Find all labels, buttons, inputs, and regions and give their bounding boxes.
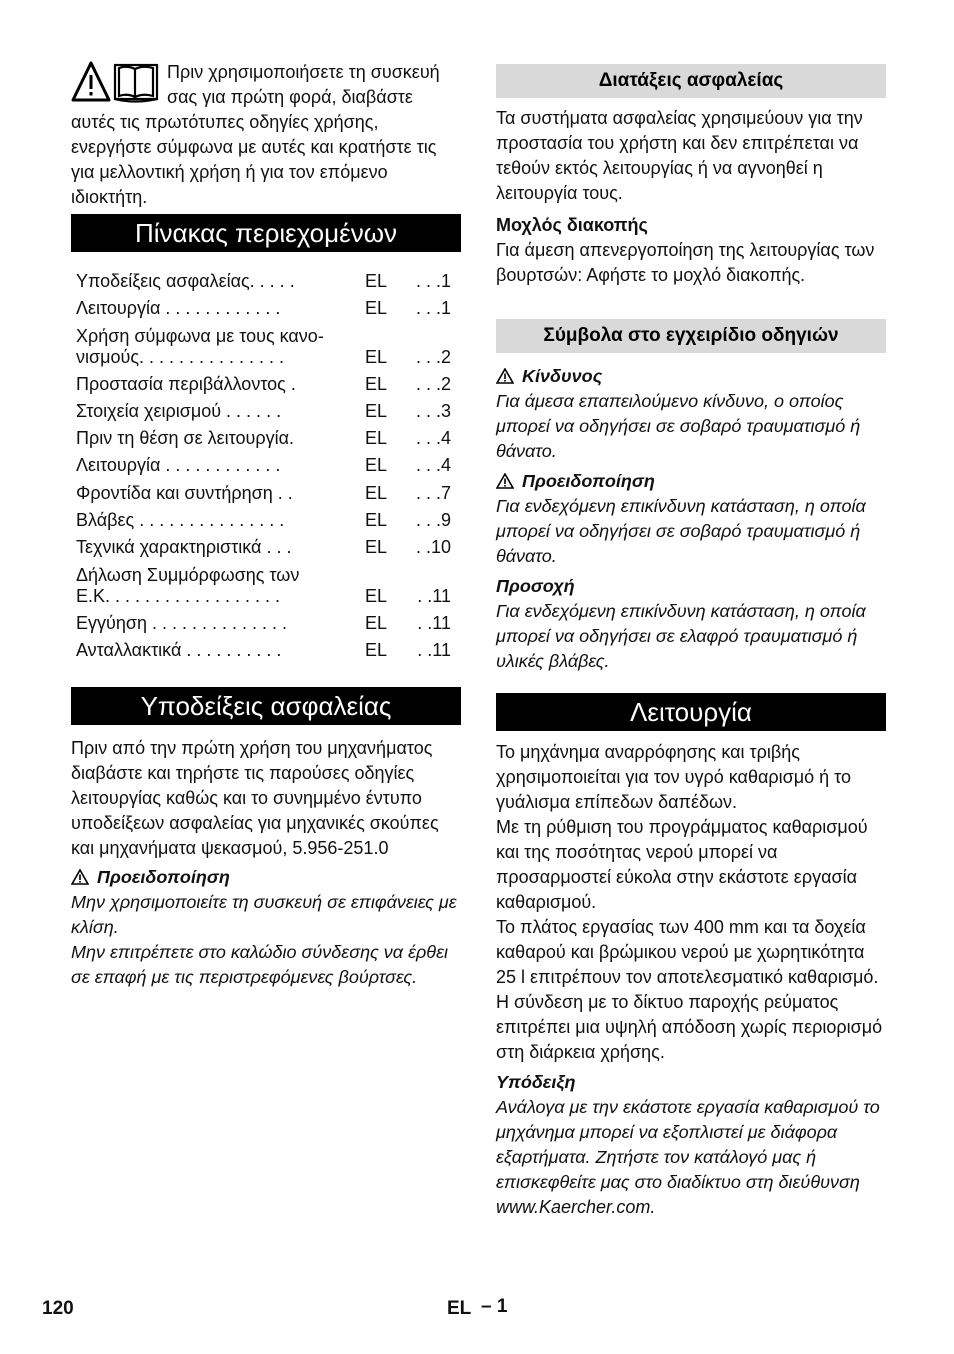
note-text: Ανάλογα με την εκάστοτε εργασία καθαρισμού το μηχάνημα μπορεί να εξοπλιστεί με διάφορα εξαρτήματα. Ζητήστε τον κατάλογό μας ή επισκεφθείτε μας στο διαδίκτυο στη διεύθυνση www.Kaercher.com. — [496, 1097, 880, 1217]
intro-block — [71, 60, 461, 210]
toc-entry-page: . . .7 — [415, 482, 451, 503]
symbols-title: Σύμβολα στο εγχειρίδιο οδηγιών — [496, 319, 886, 353]
toc-row — [71, 452, 461, 479]
toc-entry-title: Φροντίδα και συντήρηση . . — [76, 482, 293, 503]
toc-entry-page: . . .4 — [415, 455, 451, 476]
safety-section — [71, 736, 461, 990]
toc-title: Πίνακας περιεχομένων — [71, 214, 461, 252]
toc-row — [71, 295, 461, 322]
toc-entry-page: . . .1 — [415, 271, 451, 291]
table-of-contents — [71, 268, 461, 664]
lever-text: Για άμεση απενεργοποίηση της λειτουργίας των βουρτσών: Αφήστε το μοχλό διακοπής. — [496, 240, 875, 285]
toc-entry-page: . . .1 — [415, 298, 451, 319]
safety-devices-title: Διατάξεις ασφαλείας — [496, 64, 886, 98]
toc-entry-title: Πριν τη θέση σε λειτουργία. — [76, 428, 295, 449]
toc-entry-lang: EL — [365, 428, 388, 449]
note-heading: Υπόδειξη — [496, 1072, 576, 1092]
toc-row — [71, 480, 461, 507]
operation-p2: Με τη ρύθμιση του προγράμματος καθαρισμού και της ποσότητας νερού μπορεί να προσαρμοστεί εύκολα στην εκάστοτε εργασία καθαρισμού. — [496, 817, 868, 912]
toc-entry-title-line1: Χρήση σύμφωνα με τους κανο- — [76, 325, 324, 346]
safety-title: Υποδείξεις ασφαλείας — [71, 687, 461, 725]
warning-triangle-icon — [73, 63, 109, 100]
danger-heading — [496, 364, 886, 389]
toc-row — [71, 371, 461, 398]
toc-entry-page: . . .9 — [415, 510, 451, 531]
toc-entry-page: . . .2 — [415, 373, 451, 394]
warning-icon — [71, 869, 89, 885]
warning-icon — [496, 368, 514, 384]
toc-entry-lang: EL — [365, 298, 388, 319]
toc-entry-page: . . .4 — [415, 428, 451, 449]
toc-entry-title: Εγγύηση . . . . . . . . . . . . . . — [76, 612, 288, 633]
safety-devices-text: Τα συστήματα ασφαλείας χρησιμεύουν για την προστασία του χρήστη και δεν επιτρέπεται να τεθούν εκτός λειτουργίας ή να αγνοηθεί η λειτουργία τους. — [496, 108, 863, 203]
toc-entry-title: Ανταλλακτικά . . . . . . . . . . — [76, 639, 282, 660]
page-number: 120 — [42, 1298, 74, 1319]
toc-entry-lang: EL — [365, 537, 388, 558]
caution-text: Για ενδεχόμενη επικίνδυνη κατάσταση, η οποία μπορεί να οδηγήσει σε ελαφρό τραυματισμό ή υλικές βλάβες. — [496, 601, 866, 671]
toc-row — [71, 398, 461, 425]
toc-entry-title: Βλάβες . . . . . . . . . . . . . . . — [76, 510, 285, 531]
toc-row — [71, 323, 461, 371]
safety-warning-heading — [71, 865, 461, 890]
intro-text: Πριν χρησιμοποιήσετε τη συσκευή σας για πρώτη φορά, διαβάστε αυτές τις πρωτότυπες οδηγίες χρήσης, ενεργήστε σύμφωνα με αυτές και κρατήστε τις για μελλοντική χρήση ή για τον επόμενο ιδιοκτήτη. — [71, 62, 440, 207]
toc-entry-page: . .11 — [417, 585, 451, 606]
danger-label: Κίνδυνος — [522, 366, 603, 386]
danger-text: Για άμεσα επαπειλούμενο κίνδυνο, ο οποίος μπορεί να οδηγήσει σε σοβαρό τραυματισμό ή θάνατο. — [496, 391, 861, 461]
toc-entry-title-line1: Δήλωση Συμμόρφωσης των — [76, 564, 300, 585]
toc-entry-lang: EL — [365, 373, 388, 394]
toc-entry-title: Λειτουργία . . . . . . . . . . . . — [76, 455, 281, 476]
book-icon — [115, 65, 157, 102]
warning-icon — [496, 473, 514, 489]
toc-entry-lang: EL — [365, 612, 388, 633]
toc-entry-page: . .10 — [415, 537, 451, 558]
warning-heading — [496, 469, 886, 494]
operation-section — [496, 740, 886, 1220]
operation-p1: Το μηχάνημα αναρρόφησης και τριβής χρησιμοποιείται για τον υγρό καθαρισμό ή το γυάλισμα επίπεδων δαπέδων. — [496, 742, 851, 812]
toc-entry-page: . . .2 — [415, 346, 451, 367]
safety-warning-label: Προειδοποίηση — [97, 867, 230, 887]
safety-warning-text-1: Μην χρησιμοποιείτε τη συσκευή σε επιφάνειες με κλίση. — [71, 892, 457, 937]
operation-p4: Η σύνδεση με το δίκτυο παροχής ρεύματος επιτρέπει μια υψηλή απόδοση χωρίς περιορισμό στη διάρκεια χρήσης. — [496, 992, 883, 1062]
toc-entry-page: . .11 — [417, 612, 451, 633]
safety-warning-text-2: Μην επιτρέπετε στο καλώδιο σύνδεσης να έρθει σε επαφή με τις περιστρεφόμενες βούρτσες. — [71, 942, 448, 987]
operation-p3: Το πλάτος εργασίας των 400 mm και τα δοχεία καθαρού και βρώμικου νερού με χωρητικότητα 25 l επιτρέπουν τον αποτελεσματικό καθαρισμό. — [496, 917, 879, 987]
toc-entry-lang: EL — [365, 271, 388, 291]
toc-entry-lang: EL — [365, 346, 388, 367]
toc-entry-title: Λειτουργία . . . . . . . . . . . . — [76, 298, 281, 319]
symbols-section — [496, 364, 886, 674]
footer-subpage: – 1 — [481, 1296, 508, 1317]
caution-heading: Προσοχή — [496, 576, 575, 596]
warning-label: Προειδοποίηση — [522, 471, 655, 491]
toc-entry-title: Ε.Κ. . . . . . . . . . . . . . . . . . — [76, 585, 281, 606]
safety-devices-section — [496, 106, 886, 288]
toc-entry-lang: EL — [365, 455, 388, 476]
toc-entry-title: Τεχνικά χαρακτηριστικά . . . — [76, 537, 292, 558]
toc-entry-lang: EL — [365, 510, 388, 531]
toc-row — [71, 610, 461, 637]
toc-row — [71, 507, 461, 534]
toc-entry-lang: EL — [365, 400, 388, 421]
toc-row — [71, 425, 461, 452]
toc-entry-title: Στοιχεία χειρισμού . . . . . . — [76, 400, 282, 421]
toc-row — [71, 268, 461, 295]
toc-entry-lang: EL — [365, 585, 388, 606]
toc-row — [71, 562, 461, 610]
toc-entry-title: Προστασία περιβάλλοντος . — [76, 373, 296, 394]
toc-entry-page: . . .3 — [415, 400, 451, 421]
read-manual-icons — [71, 60, 161, 104]
footer-lang: EL — [447, 1298, 472, 1319]
toc-row — [71, 534, 461, 561]
toc-entry-lang: EL — [365, 639, 388, 660]
lever-heading: Μοχλός διακοπής — [496, 215, 648, 235]
toc-entry-page: . .11 — [417, 639, 451, 660]
toc-entry-title: νισμούς. . . . . . . . . . . . . . . — [76, 346, 285, 367]
toc-entry-lang: EL — [365, 482, 388, 503]
warning-text: Για ενδεχόμενη επικίνδυνη κατάσταση, η οποία μπορεί να οδηγήσει σε σοβαρό τραυματισμό ή θάνατο. — [496, 496, 866, 566]
toc-entry-title: Υποδείξεις ασφαλείας. . . . . — [76, 271, 295, 291]
toc-row — [71, 637, 461, 664]
safety-text: Πριν από την πρώτη χρήση του μηχανήματος διαβάστε και τηρήστε τις παρούσες οδηγίες λειτουργίας καθώς και το συνημμένο έντυπο υποδείξεων ασφαλείας για μηχανικές σκούπες και μηχανήματα ψεκασμού, 5.956-251.0 — [71, 738, 439, 858]
operation-title: Λειτουργία — [496, 693, 886, 731]
